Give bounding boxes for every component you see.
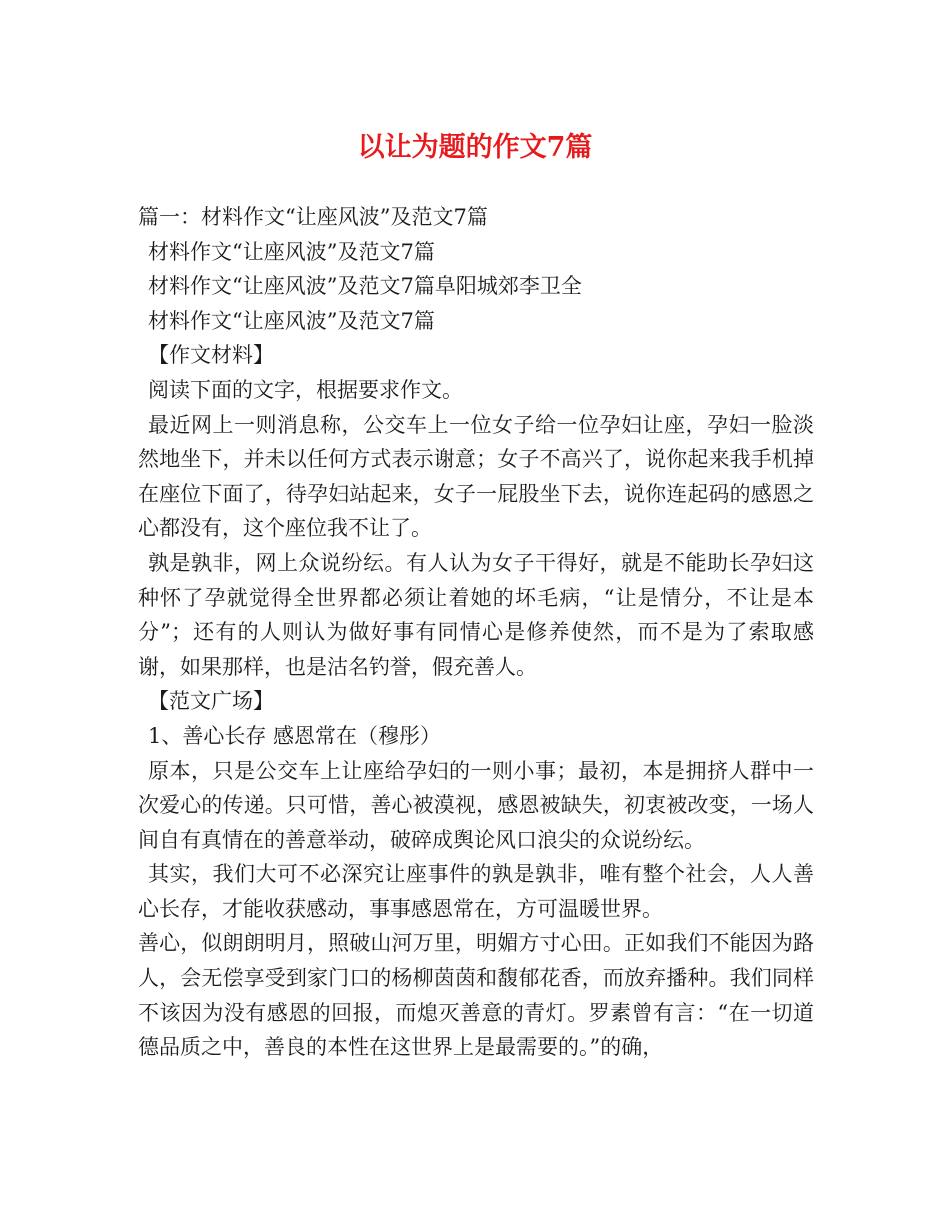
paragraph: 材料作文“让座风波”及范文7篇 xyxy=(148,308,435,333)
document-title: 以让为题的作文7篇 xyxy=(357,132,593,163)
paragraph: 孰是孰非，网上众说纷纭。有人认为女子干得好，就是不能助长孕妇这种怀了孕就觉得全世界都必须让着她的坏毛病，“让是情分，不让是本分”；还有的人则认为做好事有同情心是修养使然，而不是为了索取感谢，如果那样，也是沽名钓誉，假充善人。 xyxy=(138,550,814,679)
paragraph: 善心，似朗朗明月，照破山河万里，明媚方寸心田。正如我们不能因为路人，会无偿享受到家门口的杨柳茵茵和馥郁花香，而放弃播种。我们同样不该因为没有感恩的回报，而熄灭善意的青灯。罗素曾有言：“在一切道德品质之中，善良的本性在这世界上是最需要的。”的确， xyxy=(138,931,814,1060)
paragraph: 最近网上一则消息称，公交车上一位女子给一位孕妇让座，孕妇一脸淡然地坐下，并未以任何方式表示谢意；女子不高兴了，说你起来我手机掉在座位下面了，待孕妇站起来，女子一屁股坐下去，说你连起码的感恩之心都没有，这个座位我不让了。 xyxy=(138,412,814,541)
paragraph: 【范文广场】 xyxy=(148,689,274,714)
document-body xyxy=(138,200,814,1065)
paragraph: 篇一：材料作文“让座风波”及范文7篇 xyxy=(138,205,488,229)
paragraph: 材料作文“让座风波”及范文7篇 xyxy=(148,239,435,264)
paragraph: 其实，我们大可不必深究让座事件的孰是孰非，唯有整个社会，人人善心长存，才能收获感动，事事感恩常在，方可温暖世界。 xyxy=(138,862,814,921)
paragraph: 阅读下面的文字，根据要求作文。 xyxy=(148,377,463,402)
paragraph: 1、善心长存 感恩常在（穆彤） xyxy=(148,723,442,748)
paragraph: 原本，只是公交车上让座给孕妇的一则小事；最初，本是拥挤人群中一次爱心的传递。只可惜，善心被漠视，感恩被缺失，初衷被改变，一场人间自有真情在的善意举动，破碎成舆论风口浪尖的众说纷纭。 xyxy=(138,758,814,852)
paragraph: 【作文材料】 xyxy=(148,343,274,368)
paragraph: 材料作文“让座风波”及范文7篇阜阳城郊李卫全 xyxy=(148,274,582,299)
